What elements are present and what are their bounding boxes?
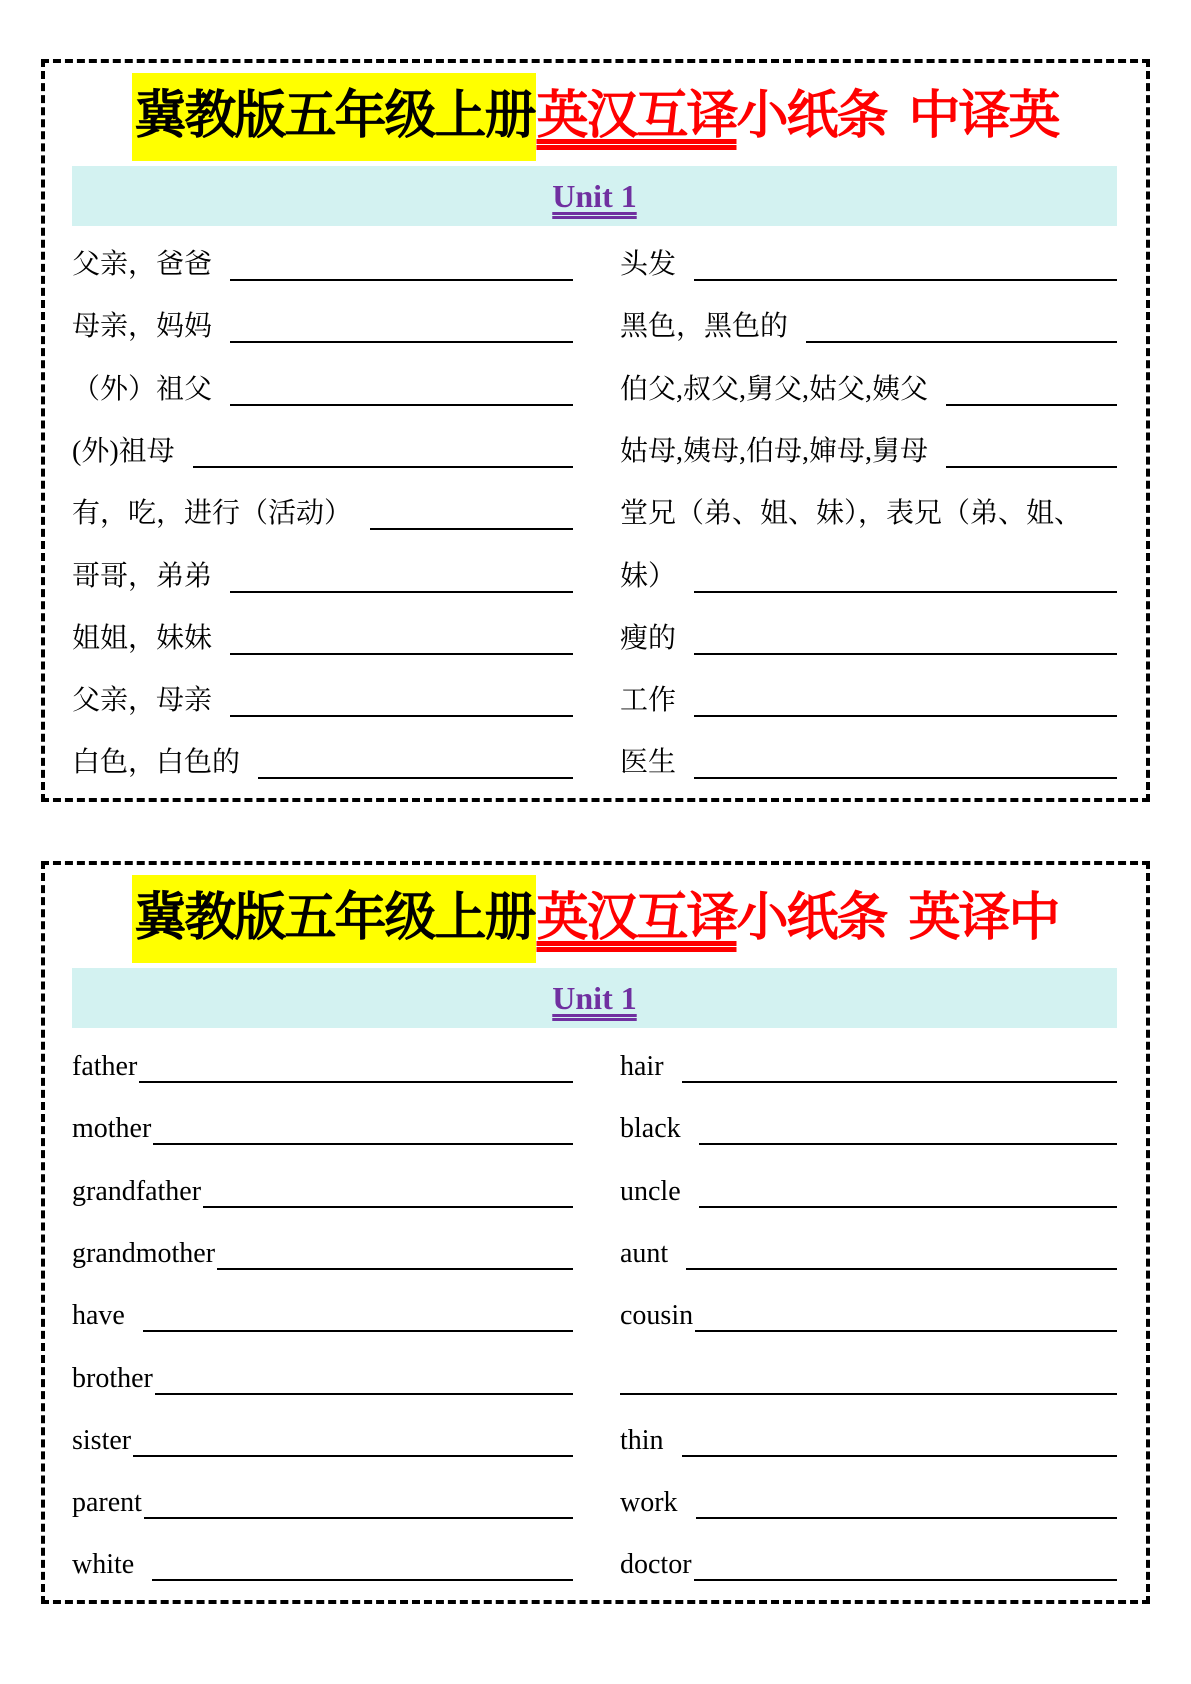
answer-blank[interactable] bbox=[203, 1206, 573, 1208]
vocab-row-left bbox=[72, 1041, 573, 1085]
answer-blank[interactable] bbox=[230, 279, 573, 281]
vocab-row-right bbox=[620, 1477, 1117, 1521]
vocab-prompt: doctor bbox=[620, 1549, 692, 1581]
vocab-row-right bbox=[620, 1353, 1117, 1397]
unit-banner bbox=[72, 968, 1117, 1028]
vocab-row-right bbox=[620, 675, 1117, 719]
answer-blank[interactable] bbox=[806, 341, 1117, 343]
vocab-prompt: sister bbox=[72, 1424, 132, 1456]
answer-blank[interactable] bbox=[217, 1268, 573, 1270]
answer-blank[interactable] bbox=[699, 1206, 1117, 1208]
vocab-prompt: grandmother bbox=[72, 1237, 216, 1269]
answer-blank[interactable] bbox=[682, 1455, 1117, 1457]
vocab-prompt: cousin bbox=[620, 1300, 694, 1332]
vocab-prompt: white bbox=[72, 1549, 135, 1581]
answer-blank[interactable] bbox=[152, 1579, 573, 1581]
vocab-prompt: black bbox=[620, 1113, 681, 1145]
chinese-to-english-card bbox=[41, 59, 1150, 802]
answer-blank[interactable] bbox=[682, 1081, 1117, 1083]
vocab-row-left bbox=[72, 737, 573, 781]
vocab-prompt: 黑色，黑色的 bbox=[620, 311, 789, 343]
vocab-row-left bbox=[72, 613, 573, 657]
vocab-prompt: 堂兄（弟、姐、妹），表兄（弟、姐、 bbox=[620, 498, 1083, 530]
answer-blank[interactable] bbox=[946, 404, 1117, 406]
answer-blank[interactable] bbox=[193, 466, 573, 468]
title-red: 小纸条 bbox=[736, 890, 887, 947]
title-highlight: 冀教版五年级上册 bbox=[132, 875, 536, 963]
answer-blank[interactable] bbox=[695, 1330, 1117, 1332]
vocab-prompt: 父亲，爸爸 bbox=[72, 249, 213, 280]
vocab-prompt: 医生 bbox=[620, 747, 677, 779]
card-title bbox=[45, 73, 1146, 161]
vocab-row-left bbox=[72, 675, 573, 719]
answer-blank[interactable] bbox=[620, 1393, 1117, 1395]
answer-blank[interactable] bbox=[258, 777, 573, 779]
answer-blank[interactable] bbox=[694, 777, 1117, 779]
vocab-prompt: 妹） bbox=[620, 560, 677, 592]
answer-blank[interactable] bbox=[144, 1517, 573, 1519]
answer-blank[interactable] bbox=[155, 1393, 573, 1395]
vocab-prompt: aunt bbox=[620, 1237, 669, 1269]
vocab-row-left bbox=[72, 1290, 573, 1334]
vocab-prompt: 伯父,叔父,舅父,姑父,姨父 bbox=[620, 373, 929, 405]
title-red-underlined: 英汉互译 bbox=[536, 890, 737, 947]
vocab-prompt: 姐姐，妹妹 bbox=[72, 622, 213, 654]
vocab-row-right bbox=[620, 301, 1117, 345]
answer-blank[interactable] bbox=[946, 466, 1117, 468]
answer-blank[interactable] bbox=[686, 1268, 1117, 1270]
vocab-row-left bbox=[72, 1166, 573, 1210]
title-mode: 英译中 bbox=[908, 890, 1059, 947]
vocab-prompt: 工作 bbox=[620, 685, 677, 717]
card-title bbox=[45, 875, 1146, 963]
answer-blank[interactable] bbox=[230, 404, 573, 406]
vocab-row-left bbox=[72, 551, 573, 595]
vocab-prompt: mother bbox=[72, 1113, 152, 1145]
title-red: 小纸条 bbox=[736, 88, 887, 145]
vocab-prompt: father bbox=[72, 1051, 138, 1082]
vocab-row-right bbox=[620, 1290, 1117, 1334]
vocab-row-right bbox=[620, 239, 1117, 283]
answer-blank[interactable] bbox=[139, 1081, 573, 1083]
vocab-row-left bbox=[72, 1228, 573, 1272]
vocab-prompt: work bbox=[620, 1487, 678, 1519]
unit-label: Unit 1 bbox=[552, 178, 637, 214]
unit-banner bbox=[72, 166, 1117, 226]
vocab-row-right bbox=[620, 737, 1117, 781]
vocab-row-right bbox=[620, 426, 1117, 470]
vocab-row-left bbox=[72, 426, 573, 470]
vocab-row-left bbox=[72, 1415, 573, 1459]
vocab-row-left bbox=[72, 364, 573, 408]
vocab-row-left bbox=[72, 301, 573, 345]
answer-blank[interactable] bbox=[230, 591, 573, 593]
vocab-prompt: 白色，白色的 bbox=[72, 747, 241, 779]
answer-blank[interactable] bbox=[230, 653, 573, 655]
vocab-row-right bbox=[620, 1103, 1117, 1147]
vocab-row-right bbox=[620, 1539, 1117, 1583]
vocab-row-left bbox=[72, 1353, 573, 1397]
vocab-row-left bbox=[72, 1477, 573, 1521]
answer-blank[interactable] bbox=[230, 341, 573, 343]
vocab-row-right bbox=[620, 551, 1117, 595]
vocab-prompt: brother bbox=[72, 1362, 153, 1394]
answer-blank[interactable] bbox=[694, 1579, 1117, 1581]
vocab-prompt: （外）祖父 bbox=[72, 373, 213, 405]
vocab-row-left bbox=[72, 1103, 573, 1147]
vocab-row-left bbox=[72, 1539, 573, 1583]
vocab-row-right bbox=[620, 488, 1117, 532]
answer-blank[interactable] bbox=[696, 1517, 1117, 1519]
vocab-prompt: 头发 bbox=[620, 249, 677, 280]
vocab-prompt: 母亲，妈妈 bbox=[72, 311, 213, 343]
vocab-row-right bbox=[620, 613, 1117, 657]
vocab-prompt: 有，吃，进行（活动） bbox=[72, 498, 353, 530]
answer-blank[interactable] bbox=[370, 528, 573, 530]
vocab-prompt: grandfather bbox=[72, 1175, 202, 1207]
answer-blank[interactable] bbox=[694, 279, 1117, 281]
title-mode: 中译英 bbox=[908, 88, 1059, 145]
english-to-chinese-card bbox=[41, 861, 1150, 1604]
vocab-row-right bbox=[620, 1041, 1117, 1085]
answer-blank[interactable] bbox=[694, 715, 1117, 717]
vocab-prompt: 哥哥，弟弟 bbox=[72, 560, 213, 592]
vocab-prompt: (外)祖母 bbox=[72, 435, 175, 467]
vocab-row-right bbox=[620, 1415, 1117, 1459]
vocab-prompt: have bbox=[72, 1300, 125, 1332]
vocab-prompt: thin bbox=[620, 1424, 664, 1456]
answer-blank[interactable] bbox=[153, 1143, 573, 1145]
vocab-prompt: hair bbox=[620, 1051, 664, 1082]
unit-label: Unit 1 bbox=[552, 980, 637, 1016]
vocab-prompt: parent bbox=[72, 1487, 142, 1519]
answer-blank[interactable] bbox=[694, 653, 1117, 655]
vocab-prompt: uncle bbox=[620, 1175, 681, 1207]
vocab-row-left bbox=[72, 239, 573, 283]
answer-blank[interactable] bbox=[699, 1143, 1117, 1145]
vocab-prompt: 瘦的 bbox=[620, 622, 677, 654]
answer-blank[interactable] bbox=[143, 1330, 573, 1332]
vocab-prompt: 姑母,姨母,伯母,婶母,舅母 bbox=[620, 435, 929, 467]
vocab-row-left bbox=[72, 488, 573, 532]
vocab-row-right bbox=[620, 364, 1117, 408]
answer-blank[interactable] bbox=[694, 591, 1117, 593]
vocab-row-right bbox=[620, 1228, 1117, 1272]
answer-blank[interactable] bbox=[133, 1455, 573, 1457]
vocab-row-right bbox=[620, 1166, 1117, 1210]
answer-blank[interactable] bbox=[230, 715, 573, 717]
vocab-prompt: 父亲，母亲 bbox=[72, 685, 213, 717]
title-red-underlined: 英汉互译 bbox=[536, 88, 737, 145]
title-highlight: 冀教版五年级上册 bbox=[132, 73, 536, 161]
